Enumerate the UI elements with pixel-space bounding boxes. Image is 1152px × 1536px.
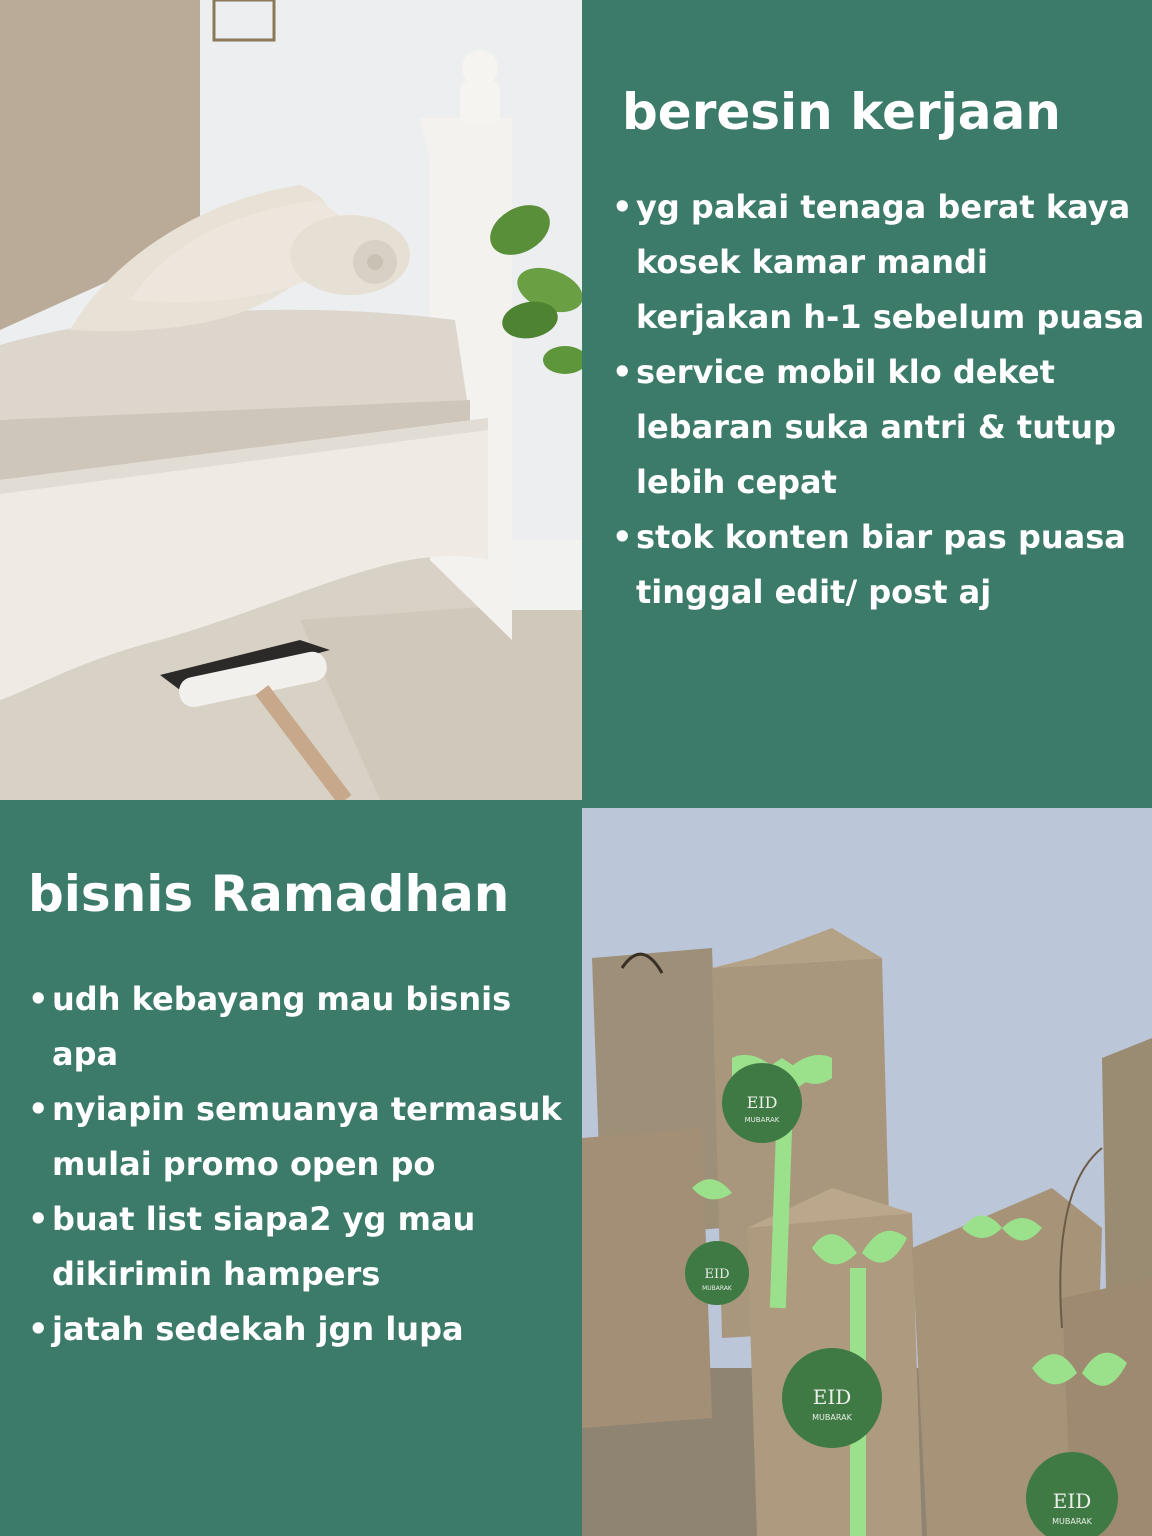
- work-section: [582, 0, 1152, 808]
- bullet-icon: •: [612, 188, 633, 226]
- bullet-icon: •: [28, 1310, 49, 1348]
- list-item: [28, 1302, 573, 1357]
- svg-text:MUBARAK: MUBARAK: [812, 1413, 852, 1422]
- eid-tag: [722, 1063, 802, 1143]
- list-item: [612, 510, 1147, 620]
- svg-text:EID: EID: [812, 1385, 852, 1409]
- svg-text:MUBARAK: MUBARAK: [702, 1285, 732, 1292]
- bullet-icon: •: [28, 1200, 49, 1238]
- svg-text:MUBARAK: MUBARAK: [1052, 1517, 1092, 1526]
- eid-tag: [685, 1241, 749, 1305]
- list-item: [28, 972, 573, 1082]
- list-item-text: nyiapin semuanya termasuk mulai promo open po: [52, 1090, 562, 1183]
- svg-text:EID: EID: [1052, 1489, 1092, 1513]
- list-item: [612, 345, 1147, 510]
- bed-sweeping-photo: [0, 0, 582, 800]
- list-item-text: service mobil klo deket lebaran suka antri & tutup lebih cepat: [636, 353, 1116, 501]
- svg-text:EID: EID: [746, 1093, 778, 1112]
- business-heading: bisnis Ramadhan: [28, 865, 510, 923]
- list-item-text: jatah sedekah jgn lupa: [52, 1310, 464, 1348]
- bullet-icon: •: [28, 1090, 49, 1128]
- list-item: [28, 1192, 573, 1302]
- list-item: [612, 180, 1147, 345]
- bullet-icon: •: [28, 980, 49, 1018]
- bullet-icon: •: [612, 353, 633, 391]
- work-heading: beresin kerjaan: [622, 83, 1061, 141]
- svg-text:EID: EID: [704, 1267, 730, 1282]
- list-item-text: udh kebayang mau bisnis apa: [52, 980, 512, 1073]
- work-list: [612, 180, 1147, 620]
- svg-text:MUBARAK: MUBARAK: [744, 1116, 780, 1124]
- business-section: [0, 800, 582, 1536]
- list-item-text: buat list siapa2 yg mau dikirimin hampers: [52, 1200, 476, 1293]
- hampers-photo: [582, 808, 1152, 1536]
- eid-tag: [782, 1348, 882, 1448]
- business-list: [28, 972, 573, 1357]
- list-item-text: yg pakai tenaga berat kaya kosek kamar mandi kerjakan h-1 sebelum puasa: [636, 188, 1145, 336]
- list-item: [28, 1082, 573, 1192]
- bullet-icon: •: [612, 518, 633, 556]
- list-item-text: stok konten biar pas puasa tinggal edit/ post aj: [636, 518, 1126, 611]
